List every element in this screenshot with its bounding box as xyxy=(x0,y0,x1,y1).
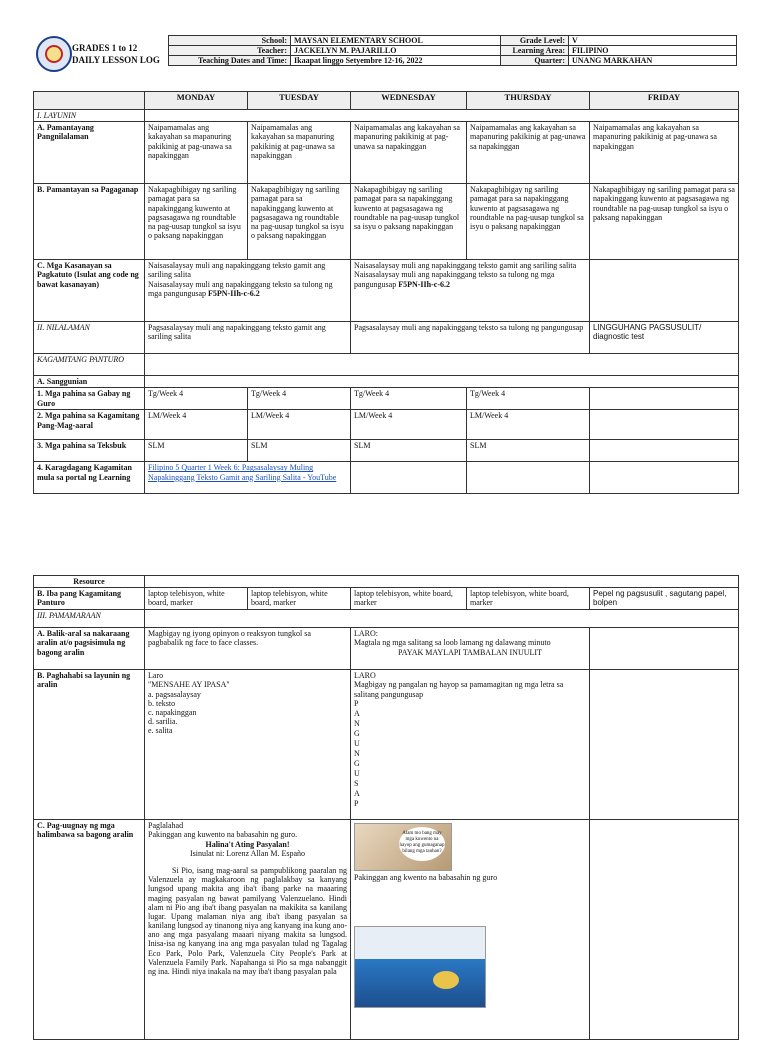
resource-blank xyxy=(145,576,739,588)
slm-fri xyxy=(590,440,739,462)
pag-uugnay-label: C. Pag-uugnay ng mga halimbawa sa bagong aralin xyxy=(34,820,145,1040)
karagdagang-kagamitan-label: 4. Karagdagang Kagamitan mula sa portal ng Learning xyxy=(34,462,145,494)
day-monday: MONDAY xyxy=(145,92,248,110)
letter: P xyxy=(354,698,359,708)
letter: G xyxy=(354,758,360,768)
area-label: Learning Area: xyxy=(501,46,569,56)
tg-wed: Tg/Week 4 xyxy=(351,388,467,410)
nilalaman-wed-thu: Pagsasalaysay muli ang napakinggang teksto sa tulong ng pangungusap xyxy=(351,322,590,354)
a-wednesday: Naipamamalas ang kakayahan sa mapanuring pakikinig at pag-unawa sa napakinggan xyxy=(351,122,467,184)
b-thursday: Nakapagbibigay ng sariling pamagat para sa napakinggang kuwento at pagsasagawa ng roundtable na pag-uusap tungkol sa isyu o paksang napakinggan xyxy=(467,184,590,260)
slm-wed: SLM xyxy=(351,440,467,462)
vertical-letters xyxy=(354,699,586,809)
lm-thu: LM/Week 4 xyxy=(467,410,590,440)
c-skill-1-b: Naisasalaysay muli ang napakinggang teksto gamit ang sariling salita xyxy=(354,261,577,271)
teacher-value: JACKELYN M. PAJARILLO xyxy=(291,46,501,56)
dates-value: Ikaapat linggo Setyembre 12-16, 2022 xyxy=(291,56,501,66)
pamamaraan-blank xyxy=(145,610,739,628)
b2-thu: laptop telebisyon, white board, marker xyxy=(467,588,590,610)
lm-fri xyxy=(590,410,739,440)
c-wednesday-thursday xyxy=(351,260,590,322)
letter: N xyxy=(354,748,360,758)
fish-story-image xyxy=(354,926,486,1008)
paghahabi-wed-thu xyxy=(351,670,590,820)
youtube-link-text[interactable]: Filipino 5 Quarter 1 Week 6: Pagsasalaysay Muling Napakinggang Teksto Gamit ang Sariling Salita - YouTube xyxy=(148,463,337,482)
header-info-table xyxy=(168,35,737,66)
balik-aral-wed-thu xyxy=(351,628,590,670)
document-title xyxy=(72,42,160,66)
c-skill-2: Naisasalaysay muli ang napakinggang teksto sa tulong ng mga pangungusap xyxy=(148,279,333,298)
mensahe-game: "MENSAHE AY IPASA" xyxy=(148,680,230,690)
kasanayan-label: C. Mga Kasanayan sa Pagkatuto (Isulat ang code ng bawat kasanayan) xyxy=(34,260,145,322)
r4-fri xyxy=(590,462,739,494)
c-friday xyxy=(590,260,739,322)
tg-mon: Tg/Week 4 xyxy=(145,388,248,410)
laro-title: Laro xyxy=(148,671,164,681)
pamantayan-pagganap-label: B. Pamantayan sa Pagaganap xyxy=(34,184,145,260)
sanggunian-blank xyxy=(145,376,739,388)
letter: G xyxy=(354,728,360,738)
quarter-label: Quarter: xyxy=(501,56,569,66)
pag-uugnay-wed-thu xyxy=(351,820,590,1040)
pamamaraan-heading: III. PAMAMARAAN xyxy=(34,610,145,628)
b-wednesday: Nakapagbibigay ng sariling pamagat para sa napakinggang kuwento at pagsasagawa ng roundtable na pag-uusap tungkol sa isyu o paksang napakinggan xyxy=(351,184,467,260)
word-item: c. napakinggan xyxy=(148,707,197,717)
lm-tue: LM/Week 4 xyxy=(248,410,351,440)
letter: A xyxy=(354,708,360,718)
teacher-label: Teacher: xyxy=(169,46,291,56)
speech-bubble: Alam mo bang may mga kuwento na hayop ang gumaganap bilang mga tauhan? xyxy=(399,827,445,861)
resource-label: Resource xyxy=(34,576,145,588)
a-monday: Naipamamalas ang kakayahan sa mapanuring pakikinig at pag-unawa sa napakinggan xyxy=(145,122,248,184)
layunin-heading: I. LAYUNIN xyxy=(34,110,145,122)
day-tuesday: TUESDAY xyxy=(248,92,351,110)
b2-fri: Pepel ng pagsusulit , sagutang papel, bolpen xyxy=(590,588,739,610)
c-skill-2-line xyxy=(148,280,347,298)
layunin-blank xyxy=(145,110,739,122)
word-item: e. salita xyxy=(148,726,173,736)
balik-aral-mon-tue: Magbigay ng iyong opinyon o reaksyon tungkol sa pagbabalik ng face to face classes. xyxy=(145,628,351,670)
area-value: FILIPINO xyxy=(569,46,737,56)
laro-categories: PAYAK MAYLAPI TAMBALAN INUULIT xyxy=(398,647,542,657)
b2-wed: laptop telebisyon, white board, marker xyxy=(351,588,467,610)
lesson-log-table-page1 xyxy=(33,91,739,494)
quarter-value: UNANG MARKAHAN xyxy=(569,56,737,66)
day-wednesday: WEDNESDAY xyxy=(351,92,467,110)
slm-mon: SLM xyxy=(145,440,248,462)
paghahabi-label: B. Paghahabi sa layunin ng aralin xyxy=(34,670,145,820)
slm-thu: SLM xyxy=(467,440,590,462)
tg-thu: Tg/Week 4 xyxy=(467,388,590,410)
nilalaman-friday: LINGGUHANG PAGSUSULIT/ diagnostic test xyxy=(590,322,739,354)
school-value: MAYSAN ELEMENTARY SCHOOL xyxy=(291,36,501,46)
lm-wed: LM/Week 4 xyxy=(351,410,467,440)
paghahabi-fri xyxy=(590,670,739,820)
laro-title-b: LARO xyxy=(354,671,376,681)
letter: A xyxy=(354,788,360,798)
word-item: a. pagsasalaysay xyxy=(148,689,201,699)
iba-pang-kagamitan-label: B. Iba pang Kagamitang Panturo xyxy=(34,588,145,610)
title-line-1: GRADES 1 to 12 xyxy=(72,43,138,53)
nilalaman-heading: II. NILALAMAN xyxy=(34,322,145,354)
letter: U xyxy=(354,738,360,748)
letter: U xyxy=(354,768,360,778)
c-code-b: F5PN-IIh-c-6.2 xyxy=(398,279,450,289)
teksbuk-label: 3. Mga pahina sa Teksbuk xyxy=(34,440,145,462)
pamantayang-pangnilalaman-label: A. Pamantayang Pangnilalaman xyxy=(34,122,145,184)
youtube-link[interactable] xyxy=(145,462,351,494)
lesson-log-table-page2 xyxy=(33,575,739,1040)
day-thursday: THURSDAY xyxy=(467,92,590,110)
empty-corner xyxy=(34,92,145,110)
r4-wed xyxy=(351,462,467,494)
kagamitang-mag-aaral-label: 2. Mga pahina sa Kagamitang Pang-Mag-aaral xyxy=(34,410,145,440)
title-line-2: DAILY LESSON LOG xyxy=(72,55,160,66)
c-monday-tuesday xyxy=(145,260,351,322)
balik-aral-label: A. Balik-aral sa nakaraang aralin at/o pagsisimula ng bagong aralin xyxy=(34,628,145,670)
laro-instruction: Magtala ng mga salitang sa loob lamang ng dalawang minuto xyxy=(354,638,551,648)
dates-label: Teaching Dates and Time: xyxy=(169,56,291,66)
letter: S xyxy=(354,778,359,788)
b2-tue: laptop telebisyon, white board, marker xyxy=(248,588,351,610)
balik-aral-fri xyxy=(590,628,739,670)
story-text: Si Pio, isang mag-aaral sa pampublikong paaralan ng Valenzuela ay magkakaroon ng paglalakbay sa kanyang lungsod upang makita ang iba't ibang parke na maaaring maging pasyalan ng bawat pamilyang Valenzuelano. Hindi alam ni Pio ang iba't ibang pasyalan na makikita sa kanilang lugar. Upang malaman niya ang iba't ibang pasyalan sa kanilang lungsod ay tinanong niya ang kanyang ina kung ano-ano ang mga pasyalang maaari niyang makita sa lungsod. Inisa-isa ng kanyang ina ang mga pasyalan tulad ng Tagalag Eco Park, Polo Park, Valenzuela City People's Park at Valenzuela Family Park. Napahanga si Pio sa mga nabanggit ng ina. Hindi niya inakala na may iba't ibang pasyalan pala xyxy=(148,865,347,976)
a-thursday: Naipamamalas ang kakayahan sa mapanuring pakikinig at pag-unawa sa napakinggan xyxy=(467,122,590,184)
c-code: F5PN-IIh-c-6.2 xyxy=(208,288,260,298)
paghahabi-mon-tue xyxy=(145,670,351,820)
dog-story-image xyxy=(354,823,452,871)
letter: P xyxy=(354,798,359,808)
day-friday: FRIDAY xyxy=(590,92,739,110)
lm-mon: LM/Week 4 xyxy=(145,410,248,440)
sanggunian-label: A. Sanggunian xyxy=(34,376,145,388)
grade-value: V xyxy=(569,36,737,46)
fish-icon xyxy=(433,971,459,989)
r4-thu xyxy=(467,462,590,494)
b-friday: Nakapagbibigay ng sariling pamagat para sa napakinggang kuwento at pagsasagawa ng roundtable na pag-uusap tungkol sa isyu o paksang napakinggan xyxy=(590,184,739,260)
pakinggan-instruction: Pakinggan ang kuwento na babasahin ng guro. xyxy=(148,830,298,840)
a-friday: Naipamamalas ang kakayahan sa mapanuring pakikinig at pag-unawa sa napakinggan xyxy=(590,122,739,184)
paglalahad-label: Paglalahad xyxy=(148,821,184,831)
nilalaman-mon-tue: Pagsasalaysay muli ang napakinggang teksto gamit ang sariling salita xyxy=(145,322,351,354)
laro-label: LARO: xyxy=(354,629,378,639)
b-tuesday: Nakapagbibigay ng sariling pamagat para sa napakinggang kuwento at pagsasagawa ng roundtable na pag-uusap tungkol sa isyu o paksang napakinggan xyxy=(248,184,351,260)
tg-tue: Tg/Week 4 xyxy=(248,388,351,410)
pag-uugnay-mon-tue xyxy=(145,820,351,1040)
spacer xyxy=(354,882,586,922)
b-monday: Nakapagbibigay ng sariling pamagat para sa napakinggang kuwento at pagsasagawa ng roundtable na pag-uusap tungkol sa isyu o paksang napakinggan xyxy=(145,184,248,260)
kagamitan-heading: KAGAMITANG PANTURO xyxy=(34,354,145,376)
tg-fri xyxy=(590,388,739,410)
letter: N xyxy=(354,718,360,728)
pakinggan-kwento: Pakinggan ang kwento na babasahin ng guro xyxy=(354,873,498,883)
hayop-instruction: Magbigay ng pangalan ng hayop sa pamamagitan ng mga letra sa salitang pangungusap xyxy=(354,680,564,699)
grade-label: Grade Level: xyxy=(501,36,569,46)
b2-mon: laptop telebisyon, white board, marker xyxy=(145,588,248,610)
gabay-guro-label: 1. Mga pahina sa Gabay ng Guro xyxy=(34,388,145,410)
word-item: b. teksto xyxy=(148,698,176,708)
school-label: School: xyxy=(169,36,291,46)
c-skill-2-b: Naisasalaysay muli ang napakinggang teksto sa tulong ng mga pangungusap xyxy=(354,270,555,289)
word-item: d. sarilia. xyxy=(148,717,178,727)
story-title: Halina't Ating Pasyalan! xyxy=(205,839,290,849)
pag-uugnay-fri xyxy=(590,820,739,1040)
deped-logo xyxy=(36,36,72,72)
c-skill-2-line-b xyxy=(354,270,586,288)
slm-tue: SLM xyxy=(248,440,351,462)
c-skill-1: Naisasalaysay muli ang napakinggang teksto gamit ang sariling salita xyxy=(148,261,326,280)
story-author: Isinulat ni: Lorenz Allan M. Españo xyxy=(189,848,306,858)
kagamitan-blank xyxy=(145,354,739,376)
a-tuesday: Naipamamalas ang kakayahan sa mapanuring pakikinig at pag-unawa sa napakinggan xyxy=(248,122,351,184)
